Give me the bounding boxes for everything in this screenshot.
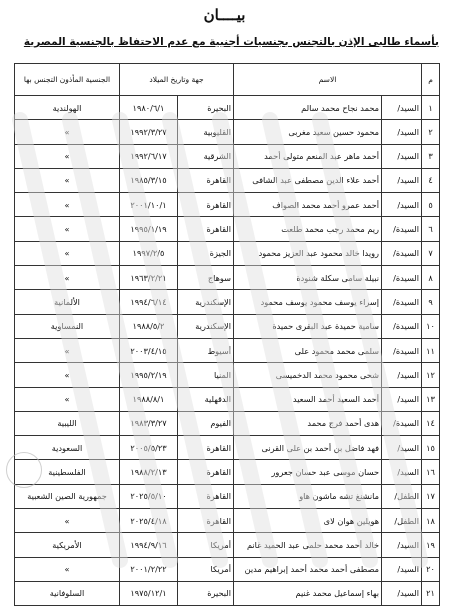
row-nationality: الفلسطينية [15, 460, 120, 484]
row-birth-date: ٢٠٠٣/٤/١٥ [120, 338, 178, 362]
row-title: السيدة/ [382, 338, 422, 362]
row-nationality: الأمريكية [15, 533, 120, 557]
row-title: السيد/ [382, 460, 422, 484]
row-birth-place: الإسكندرية [178, 314, 234, 338]
row-title: السيد/ [382, 557, 422, 581]
row-birth-place: الفيوم [178, 411, 234, 435]
row-title: السيدة/ [382, 290, 422, 314]
row-number: ١ [422, 96, 440, 120]
row-birth-date: ١٩٨٣/٣/٢٧ [120, 411, 178, 435]
table-header-row [15, 64, 440, 96]
table-row [15, 411, 440, 435]
row-name: أحمد ماهر عبد المنعم متولى أحمد [234, 144, 382, 168]
row-number: ٤ [422, 168, 440, 192]
row-number: ١٢ [422, 363, 440, 387]
row-birth-place: القاهرة [178, 168, 234, 192]
table-row [15, 241, 440, 265]
row-birth-date: ١٩٩٢/٣/٢٧ [120, 120, 178, 144]
row-nationality: » [15, 338, 120, 362]
row-nationality: السعودية [15, 436, 120, 460]
table-row [15, 484, 440, 508]
table-body [15, 96, 440, 606]
row-birth-place: القاهرة [178, 193, 234, 217]
row-title: السيد/ [382, 193, 422, 217]
header-number: م [422, 64, 440, 96]
row-title: السيد/ [382, 533, 422, 557]
row-title: السيد/ [382, 120, 422, 144]
table-row [15, 144, 440, 168]
row-birth-place: الشرقية [178, 144, 234, 168]
row-nationality: السلوفانية [15, 581, 120, 605]
row-nationality: » [15, 144, 120, 168]
row-nationality: » [15, 241, 120, 265]
row-nationality: » [15, 120, 120, 144]
table-row [15, 338, 440, 362]
row-name: رويدا خالد محمود عبد العزيز محمود [234, 241, 382, 265]
row-nationality: الألمانية [15, 290, 120, 314]
row-name: إسراء يوسف محمود يوسف محمود [234, 290, 382, 314]
row-birth-place: القاهرة [178, 484, 234, 508]
row-birth-date: ١٩٨٠/٦/١ [120, 96, 178, 120]
row-nationality: الليبية [15, 411, 120, 435]
row-name: ريم محمد رجب محمد طلعت [234, 217, 382, 241]
header-name: الاسم [234, 64, 422, 96]
row-birth-date: ١٩٧٥/١٢/١ [120, 581, 178, 605]
row-number: ١٧ [422, 484, 440, 508]
row-number: ٥ [422, 193, 440, 217]
row-birth-date: ٢٠٠١/١٠/١ [120, 193, 178, 217]
row-birth-place: أسيوط [178, 338, 234, 362]
row-nationality: » [15, 217, 120, 241]
table-row [15, 217, 440, 241]
row-number: ١٥ [422, 436, 440, 460]
table-row [15, 193, 440, 217]
row-birth-date: ٢٠٢٥/٤/١٨ [120, 509, 178, 533]
row-birth-date: ٢٠٠١/٢/٢٢ [120, 557, 178, 581]
row-title: السيد/ [382, 436, 422, 460]
row-birth-place: المنيا [178, 363, 234, 387]
row-birth-date: ١٩٨٨/٢/١٣ [120, 460, 178, 484]
row-name: محمود حسين سعيد مغربى [234, 120, 382, 144]
row-number: ٦ [422, 217, 440, 241]
row-name: أحمد عمرو أحمد محمد الصواف [234, 193, 382, 217]
row-birth-place: القليوبية [178, 120, 234, 144]
row-number: ٣ [422, 144, 440, 168]
row-number: ٧ [422, 241, 440, 265]
row-nationality: » [15, 168, 120, 192]
row-title: السيد/ [382, 168, 422, 192]
row-birth-place: البحيرة [178, 96, 234, 120]
row-name: محمد نجاح محمد سالم [234, 96, 382, 120]
row-birth-date: ١٩٩٢/٦/١٧ [120, 144, 178, 168]
row-number: ١٩ [422, 533, 440, 557]
table-row [15, 168, 440, 192]
table-row [15, 120, 440, 144]
row-name: شحى محمود محمد الدخميسى [234, 363, 382, 387]
row-number: ٩ [422, 290, 440, 314]
table-row [15, 509, 440, 533]
row-name: حسان موسى عبد حسان جعرور [234, 460, 382, 484]
row-name: أحمد السعيد أحمد السعيد [234, 387, 382, 411]
row-birth-date: ١٩٨٥/٣/١٥ [120, 168, 178, 192]
row-title: الطفل/ [382, 509, 422, 533]
row-name: خالد أحمد محمد حلمى عبد الحميد غانم [234, 533, 382, 557]
row-title: السيد/ [382, 363, 422, 387]
row-birth-date: ١٩٨٨/٥/٢ [120, 314, 178, 338]
row-birth-date: ١٩٩٥/١/١٩ [120, 217, 178, 241]
row-name: مانشنغ تشه ماشون هاو [234, 484, 382, 508]
row-title: السيدة/ [382, 217, 422, 241]
table-row [15, 460, 440, 484]
row-birth-place: أمريكا [178, 533, 234, 557]
row-birth-date: ١٩٦٣/٢/٢١ [120, 266, 178, 290]
row-number: ٢ [422, 120, 440, 144]
row-nationality: » [15, 509, 120, 533]
applicants-table [14, 63, 440, 606]
row-birth-place: القاهرة [178, 436, 234, 460]
row-birth-place: الإسكندرية [178, 290, 234, 314]
row-nationality: » [15, 193, 120, 217]
row-number: ٨ [422, 266, 440, 290]
row-number: ١٦ [422, 460, 440, 484]
row-number: ٢٠ [422, 557, 440, 581]
table-row [15, 581, 440, 605]
row-birth-date: ١٩٨٨/٨/١ [120, 387, 178, 411]
row-name: سلمى محمد محمود على [234, 338, 382, 362]
row-birth-place: سوهاج [178, 266, 234, 290]
row-title: الطفل/ [382, 484, 422, 508]
row-nationality: النمساوية [15, 314, 120, 338]
row-nationality: » [15, 387, 120, 411]
row-birth-place: القاهرة [178, 217, 234, 241]
row-title: السيدة/ [382, 241, 422, 265]
row-title: السيد/ [382, 144, 422, 168]
row-nationality: الهولندية [15, 96, 120, 120]
document-title: بيــــان [203, 6, 246, 24]
row-title: السيدة/ [382, 411, 422, 435]
row-birth-date: ٢٠٢٥/٥/١٠ [120, 484, 178, 508]
row-title: السيد/ [382, 387, 422, 411]
row-number: ١٤ [422, 411, 440, 435]
table-row [15, 557, 440, 581]
row-name: فهد فاضل بن أحمد بن على القرنى [234, 436, 382, 460]
row-name: نبيلة سامى سكلة شنودة [234, 266, 382, 290]
row-number: ١٣ [422, 387, 440, 411]
row-birth-place: الجيزة [178, 241, 234, 265]
row-name: أحمد علاء الدين مصطفى عبد الشافى [234, 168, 382, 192]
table-row [15, 533, 440, 557]
header-nationality: الجنسية المأذون التجنس بها [15, 64, 120, 96]
row-birth-place: أمريكا [178, 557, 234, 581]
table-row [15, 96, 440, 120]
row-number: ١١ [422, 338, 440, 362]
row-name: سامية حميدة عبد البقرى حميدة [234, 314, 382, 338]
table-row [15, 266, 440, 290]
row-number: ١٨ [422, 509, 440, 533]
row-nationality: » [15, 557, 120, 581]
row-title: السيد/ [382, 581, 422, 605]
table-row [15, 363, 440, 387]
row-title: السيدة/ [382, 266, 422, 290]
seal-icon [6, 452, 42, 488]
row-birth-place: الدقهلية [178, 387, 234, 411]
table-row [15, 314, 440, 338]
header-birth: جهة وتاريخ الميلاد [120, 64, 234, 96]
row-name: بهاء إسماعيل محمد غنيم [234, 581, 382, 605]
row-birth-date: ١٩٩٥/٢/١٩ [120, 363, 178, 387]
row-nationality: » [15, 363, 120, 387]
row-birth-place: القاهرة [178, 460, 234, 484]
table-row [15, 436, 440, 460]
row-birth-place: القاهرة [178, 509, 234, 533]
table-row [15, 290, 440, 314]
row-birth-place: البحيرة [178, 581, 234, 605]
row-title: السيد/ [382, 96, 422, 120]
row-birth-date: ٢٠٠٥/٥/٢٣ [120, 436, 178, 460]
row-nationality: جمهورية الصين الشعبية [15, 484, 120, 508]
row-nationality: » [15, 266, 120, 290]
row-name: هويلين هوان لاى [234, 509, 382, 533]
table-row [15, 387, 440, 411]
document-subtitle: بأسماء طالبى الإذن بالتجنس بجنسيات أجنبية مع عدم الاحتفاظ بالجنسية المصرية [23, 36, 439, 48]
row-name: هدى أحمد فرج محمد [234, 411, 382, 435]
row-birth-date: ١٩٩٧/٢/٥ [120, 241, 178, 265]
row-name: مصطفى أحمد محمد أحمد إبراهيم مدين [234, 557, 382, 581]
row-number: ١٠ [422, 314, 440, 338]
row-birth-date: ١٩٩٤/٦/١٤ [120, 290, 178, 314]
row-number: ٢١ [422, 581, 440, 605]
row-birth-date: ١٩٩٤/٩/١٦ [120, 533, 178, 557]
row-title: السيدة/ [382, 314, 422, 338]
